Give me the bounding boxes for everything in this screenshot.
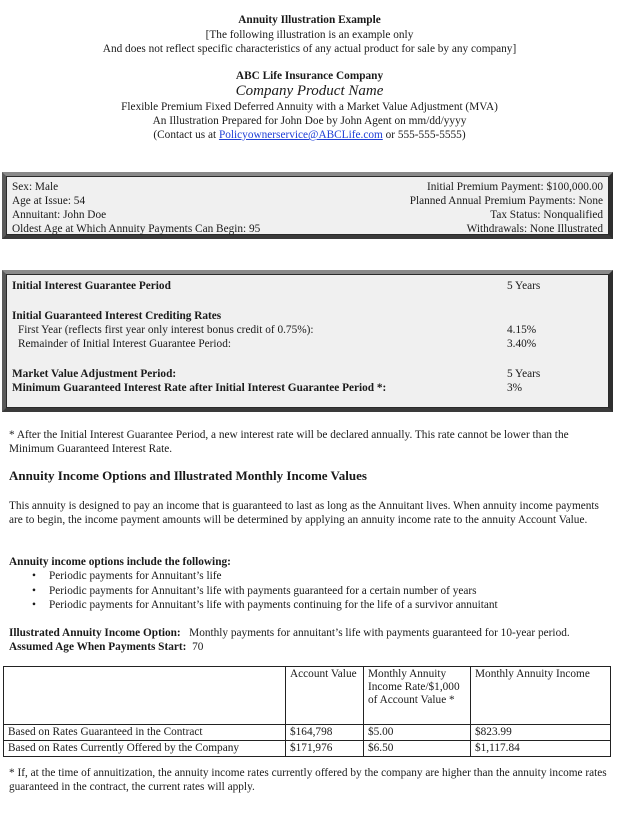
contact-email-link[interactable]: Policyownerservice@ABCLife.com	[218, 129, 383, 141]
assumed-age-label: Assumed Age When Payments Start:	[9, 641, 187, 653]
initial-premium: Initial Premium Payment: $100,000.00	[426, 181, 603, 193]
table-header-cell: Monthly Annuity Income Rate/$1,000 of Account Value *	[364, 667, 471, 725]
income-options-list	[9, 569, 498, 613]
options-heading: Annuity income options include the following:	[9, 556, 231, 568]
prepared-for: An Illustration Prepared for John Doe by John Agent on mm/dd/yyyy	[152, 115, 467, 127]
guarantee-period-value: 5 Years	[507, 280, 541, 292]
table-header-cell: Monthly Annuity Income	[471, 667, 611, 725]
bullet-icon: •	[32, 570, 36, 582]
list-item: • Periodic payments for Annuitant’s life	[32, 570, 222, 582]
table-row	[4, 741, 611, 757]
table-cell: Based on Rates Currently Offered by the Company	[4, 741, 286, 757]
table-cell: $171,976	[286, 741, 364, 757]
table-header-cell	[4, 667, 286, 725]
min-rate-value: 3%	[507, 382, 523, 394]
table-header-row	[4, 667, 611, 725]
income-intro: This annuity is designed to pay an income that is guaranteed to last as long as the Annuitant lives. When annuity income payments are to begin, the income payment amounts will be determined by applying an annuity income rate to the annuity Account Value.	[9, 500, 599, 526]
tax-status: Tax Status: Nonqualified	[490, 209, 603, 221]
oldest-age: Oldest Age at Which Annuity Payments Can Begin: 95	[12, 223, 261, 235]
product-type: Flexible Premium Fixed Deferred Annuity with a Market Value Adjustment (MVA)	[121, 101, 498, 113]
document-title: Annuity Illustration Example	[238, 14, 381, 26]
first-year-value: 4.15%	[507, 324, 537, 336]
table-row	[4, 725, 611, 741]
bullet-icon: •	[32, 599, 36, 611]
table-cell: $1,117.84	[471, 741, 611, 757]
company-name: ABC Life Insurance Company	[235, 70, 384, 82]
table-cell: $823.99	[471, 725, 611, 741]
table-cell: $5.00	[364, 725, 471, 741]
table-cell: Based on Rates Guaranteed in the Contract	[4, 725, 286, 741]
table-cell: $164,798	[286, 725, 364, 741]
withdrawals: Withdrawals: None Illustrated	[466, 223, 603, 235]
illustrated-option-label: Illustrated Annuity Income Option:	[9, 627, 181, 639]
illustrated-option	[9, 626, 614, 640]
bullet-icon: •	[32, 584, 36, 597]
table-header-cell: Account Value	[286, 667, 364, 725]
income-section-heading: Annuity Income Options and Illustrated Monthly Income Values	[9, 468, 367, 483]
remainder-label: Remainder of Initial Interest Guarantee Period:	[18, 338, 231, 350]
disclaimer-line-1: [The following illustration is an example only	[205, 29, 414, 41]
list-item: • Periodic payments for Annuitant’s life with payments guaranteed for a certain number of years	[32, 584, 477, 597]
table-cell: $6.50	[364, 741, 471, 757]
remainder-value: 3.40%	[507, 338, 537, 350]
first-year-label: First Year (reflects first year only interest bonus credit of 0.75%):	[18, 324, 314, 336]
annuitant: Annuitant: John Doe	[12, 209, 107, 221]
age-at-issue: Age at Issue: 54	[12, 195, 86, 207]
income-table	[3, 666, 611, 757]
min-rate-label: Minimum Guaranteed Interest Rate after Initial Interest Guarantee Period *:	[12, 382, 387, 394]
assumed-age-value: 70	[192, 641, 204, 653]
contact-prefix: (Contact us at	[153, 129, 219, 141]
footnote-interest: * After the Initial Interest Guarantee Period, a new interest rate will be declared annually. This rate cannot be lower than the Minimum Guaranteed Interest Rate.	[9, 429, 569, 455]
footnote-income-rates: * If, at the time of annuitization, the annuity income rates currently offered by the company are higher than the annuity income rates guaranteed in the contract, the current rates will apply.	[9, 767, 607, 793]
contact-line	[0, 128, 619, 143]
crediting-rates-heading: Initial Guaranteed Interest Crediting Rates	[12, 310, 222, 322]
product-name: Company Product Name	[235, 83, 384, 99]
illustrated-option-value: Monthly payments for annuitant’s life with payments guaranteed for 10-year period.	[189, 627, 570, 639]
sex: Sex: Male	[12, 181, 59, 193]
planned-premiums: Planned Annual Premium Payments: None	[409, 195, 603, 207]
list-item: • Periodic payments for Annuitant’s life with payments continuing for the life of a survivor annuitant	[32, 599, 498, 611]
client-info-box	[2, 172, 613, 239]
guarantee-period-label: Initial Interest Guarantee Period	[12, 280, 171, 292]
assumed-age	[9, 640, 614, 654]
mva-label: Market Value Adjustment Period:	[12, 368, 177, 380]
disclaimer-line-2: And does not reflect specific characteristics of any actual product for sale by any company]	[102, 43, 517, 55]
contact-suffix: or 555-555-5555)	[382, 129, 466, 141]
mva-value: 5 Years	[507, 368, 541, 380]
rates-box	[2, 270, 613, 412]
